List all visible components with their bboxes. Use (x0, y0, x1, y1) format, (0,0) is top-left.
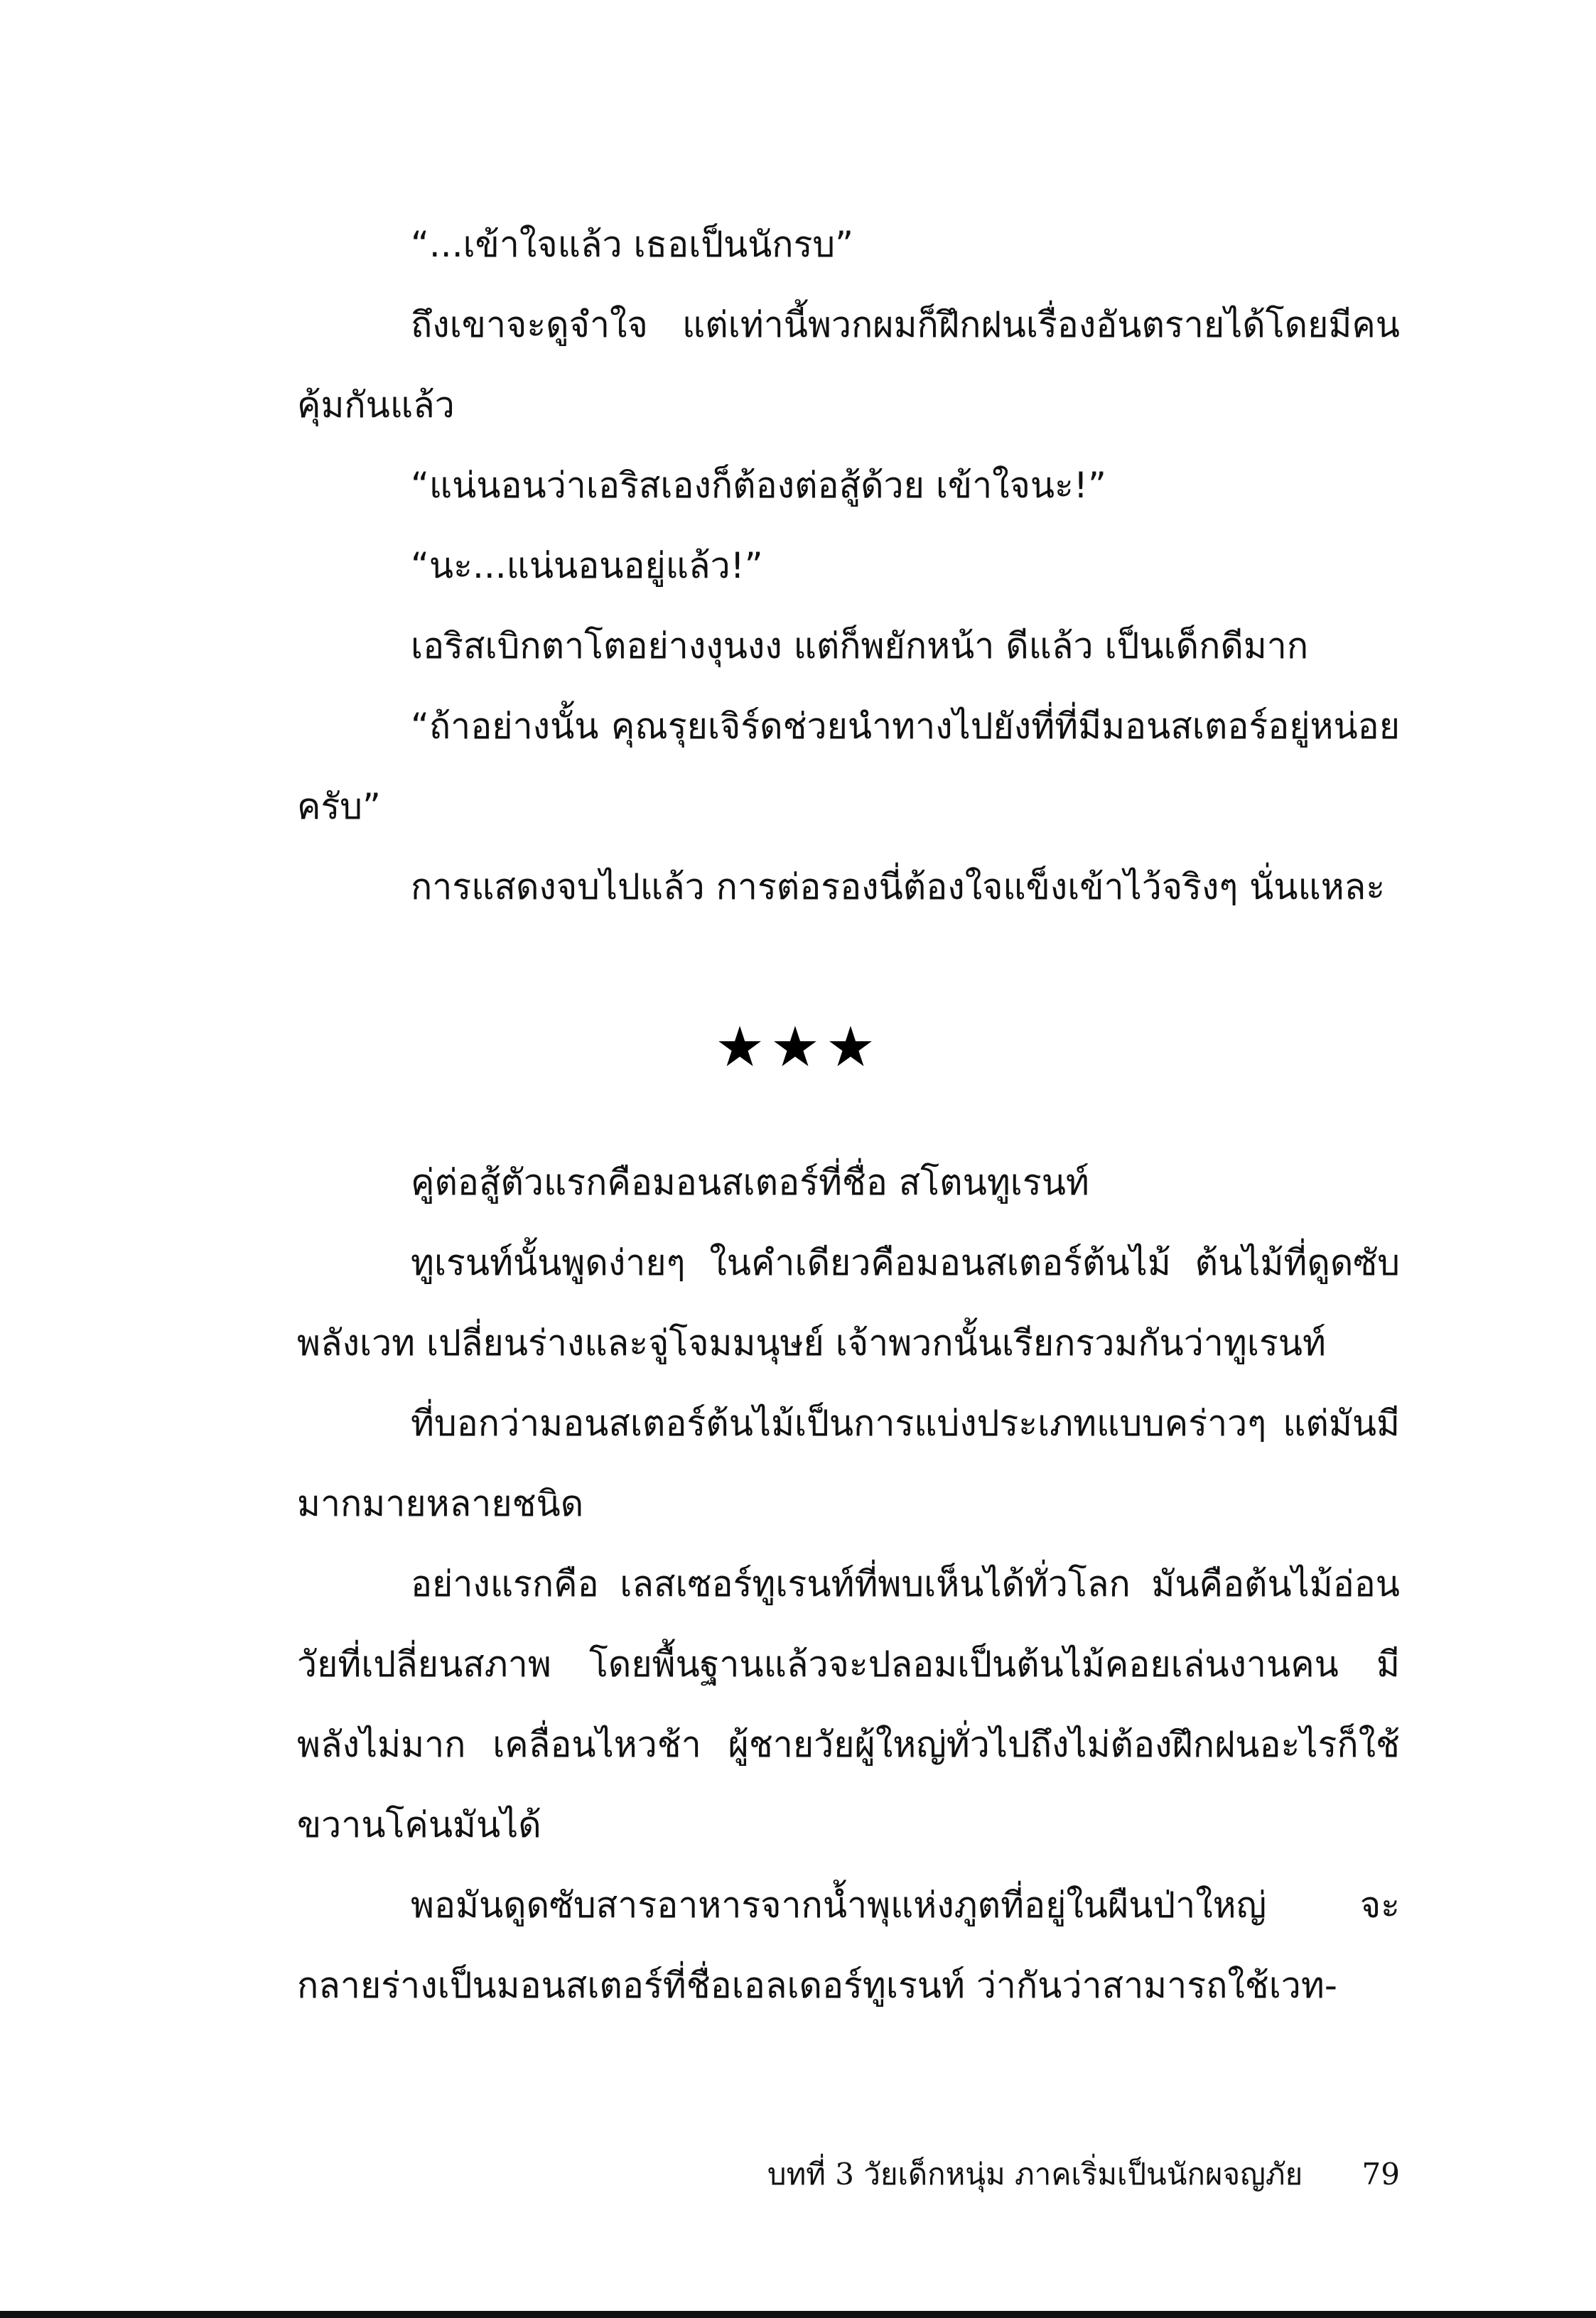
bottom-border (0, 2311, 1596, 2318)
paragraph: ทูเรนท์นั้นพูดง่ายๆ ในคำเดียวคือมอนสเตอร์ต้นไม้ ต้นไม้ที่ดูดซับพลังเวท เปลี่ยนร่างและจู่โจมมนุษย์ เจ้าพวกนั้นเรียกรวมกันว่าทูเรนท์ (297, 1242, 1400, 1364)
running-title: บทที่ 3 วัยเด็กหนุ่ม ภาคเริ่มเป็นนักผจญภัย (767, 2157, 1303, 2192)
paragraph: “...เข้าใจแล้ว เธอเป็นนักรบ” (411, 224, 854, 265)
paragraph: “ถ้าอย่างนั้น คุณรุยเจิร์ดช่วยนำทางไปยังที่ที่มีมอนสเตอร์อยู่หน่อยครับ” (297, 706, 1400, 827)
text-section-1 (297, 205, 1400, 927)
paragraph: “นะ...แน่นอนอยู่แล้ว!” (411, 545, 763, 586)
paragraph: ถึงเขาจะดูจำใจ แต่เท่านี้พวกผมก็ฝึกฝนเรื่องอันตรายได้โดยมีคนคุ้มกันแล้ว (297, 304, 1400, 426)
paragraph: “แน่นอนว่าเอริสเองก็ต้องต่อสู้ด้วย เข้าใจนะ!” (411, 465, 1106, 506)
page-footer (297, 2153, 1400, 2196)
text-section-2 (297, 1143, 1400, 2026)
page-number: 79 (1362, 2157, 1400, 2192)
paragraph: ที่บอกว่ามอนสเตอร์ต้นไม้เป็นการแบ่งประเภทแบบคร่าวๆ แต่มันมีมากมายหลายชนิด (297, 1403, 1400, 1524)
paragraph: อย่างแรกคือ เลสเซอร์ทูเรนท์ที่พบเห็นได้ทั่วโลก มันคือต้นไม้อ่อนวัยที่เปลี่ยนสภาพ โดยพื้นฐานแล้วจะปลอมเป็นต้นไม้คอยเล่นงานคน มีพลังไม่มาก เคลื่อนไหวช้า ผู้ชายวัยผู้ใหญ่ทั่วไปถึงไม่ต้องฝึกฝนอะไรก็ใช้ขวานโค่นมันได้ (297, 1563, 1400, 1845)
paragraph: เอริสเบิกตาโตอย่างงุนงง แต่ก็พยักหน้า ดีแล้ว เป็นเด็กดีมาก (411, 625, 1309, 667)
paragraph: พอมันดูดซับสารอาหารจากน้ำพุแห่งภูตที่อยู่ในผืนป่าใหญ่ จะกลายร่างเป็นมอนสเตอร์ที่ชื่อเอลเดอร์ทูเรนท์ ว่ากันว่าสามารถใช้เวท- (297, 1885, 1400, 2006)
paragraph: คู่ต่อสู้ตัวแรกคือมอนสเตอร์ที่ชื่อ สโตนทูเรนท์ (411, 1162, 1089, 1203)
paragraph: การแสดงจบไปแล้ว การต่อรองนี่ต้องใจแข็งเข้าไว้จริงๆ นั่นแหละ (411, 866, 1386, 907)
scene-break-stars: ★★★ (715, 1015, 881, 1079)
